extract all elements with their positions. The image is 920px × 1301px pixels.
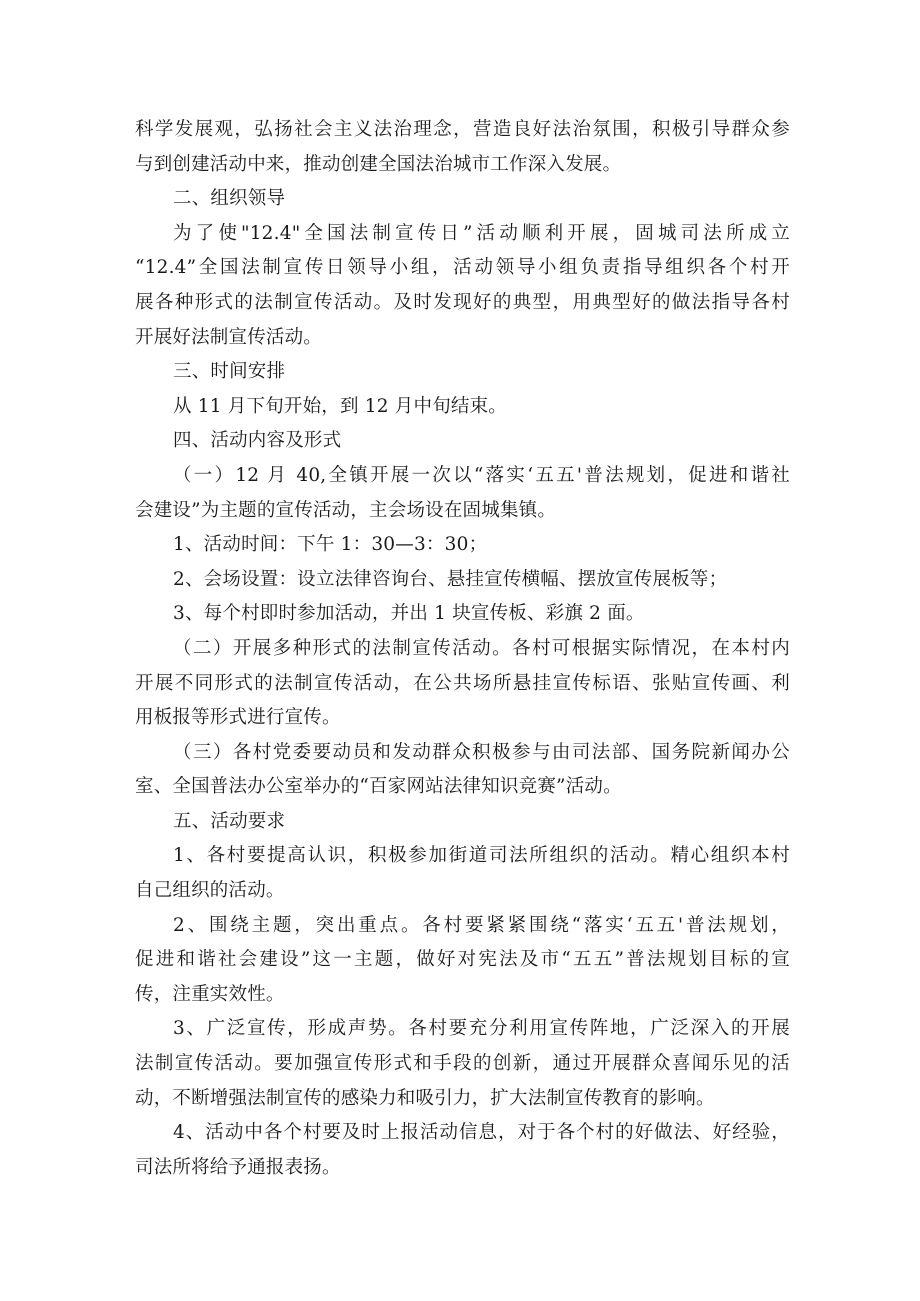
text-line: 2、会场设置：设立法律咨询台、悬挂宣传横幅、摆放宣传展板等； (173, 568, 728, 590)
text-line: “12.4”全国法制宣传日领导小组，活动领导小组负责指导组织各个村开 (135, 257, 790, 279)
text-line: 室、全国普法办公室举办的“百家网站法律知识竞赛”活动。 (135, 776, 622, 798)
text-line: 3、广泛宣传，形成声势。各村要充分利用宣传阵地，广泛深入的开展 (173, 1018, 790, 1040)
text-line: 开展不同形式的法制宣传活动，在公共场所悬挂宣传标语、张贴宣传画、利 (135, 672, 790, 694)
text-line: 1、活动时间：下午 1：30—3：30； (173, 534, 488, 556)
text-line: 展各种形式的法制宣传活动。及时发现好的典型，用典型好的做法指导各村 (135, 291, 790, 313)
text-line: 4、活动中各个村要及时上报活动信息，对于各个村的好做法、好经验， (173, 1122, 790, 1144)
text-line: 五、活动要求 (173, 810, 286, 832)
text-line: 四、活动内容及形式 (173, 430, 342, 452)
text-line: 开展好法制宣传活动。 (135, 326, 323, 348)
text-line: 从 11 月下旬开始，到 12 月中旬结束。 (173, 395, 508, 417)
text-line: （二）开展多种形式的法制宣传活动。各村可根据实际情况，在本村内 (173, 637, 790, 659)
document-body (135, 113, 790, 1185)
text-line: 传，注重实效性。 (135, 983, 285, 1005)
text-line: 自己组织的活动。 (135, 880, 285, 902)
text-line: 为了使"12.4"全国法制宣传日”活动顺利开展，固城司法所成立 (173, 222, 790, 244)
text-line: 科学发展观，弘扬社会主义法治理念，营造良好法治氛围，积极引导群众参 (135, 119, 790, 140)
text-line: 促进和谐社会建设”这一主题，做好对宪法及市“五五”普法规划目标的宣 (135, 949, 790, 971)
text-line: 3、每个村即时参加活动，并出 1 块宣传板、彩旗 2 面。 (173, 603, 645, 625)
text-line: 法制宣传活动。要加强宣传形式和手段的创新，通过开展群众喜闻乐见的活 (135, 1053, 790, 1075)
text-line: 用板报等形式进行宣传。 (135, 707, 341, 729)
text-line: 会建设”为主题的宣传活动，主会场设在固城集镇。 (135, 499, 557, 521)
text-line: 三、时间安排 (173, 361, 286, 383)
text-line: （三）各村党委要动员和发动群众积极参与由司法部、国务院新闻办公 (173, 741, 790, 763)
text-line: 动，不断增强法制宣传的感染力和吸引力，扩大法制宣传教育的影响。 (135, 1087, 715, 1109)
text-line: 与到创建活动中来，推动创建全国法治城市工作深入发展。 (135, 153, 622, 175)
text-line: 2、围绕主题，突出重点。各村要紧紧围绕“落实‘五五'普法规划， (173, 914, 790, 936)
text-line: 二、组织领导 (173, 188, 286, 210)
text-line: 司法所将给予通报表扬。 (135, 1156, 341, 1178)
text-line: 1、各村要提高认识，积极参加街道司法所组织的活动。精心组织本村 (173, 845, 790, 867)
text-line: （一）12 月 40,全镇开展一次以“落实‘五五'普法规划，促进和谐社 (173, 464, 790, 486)
